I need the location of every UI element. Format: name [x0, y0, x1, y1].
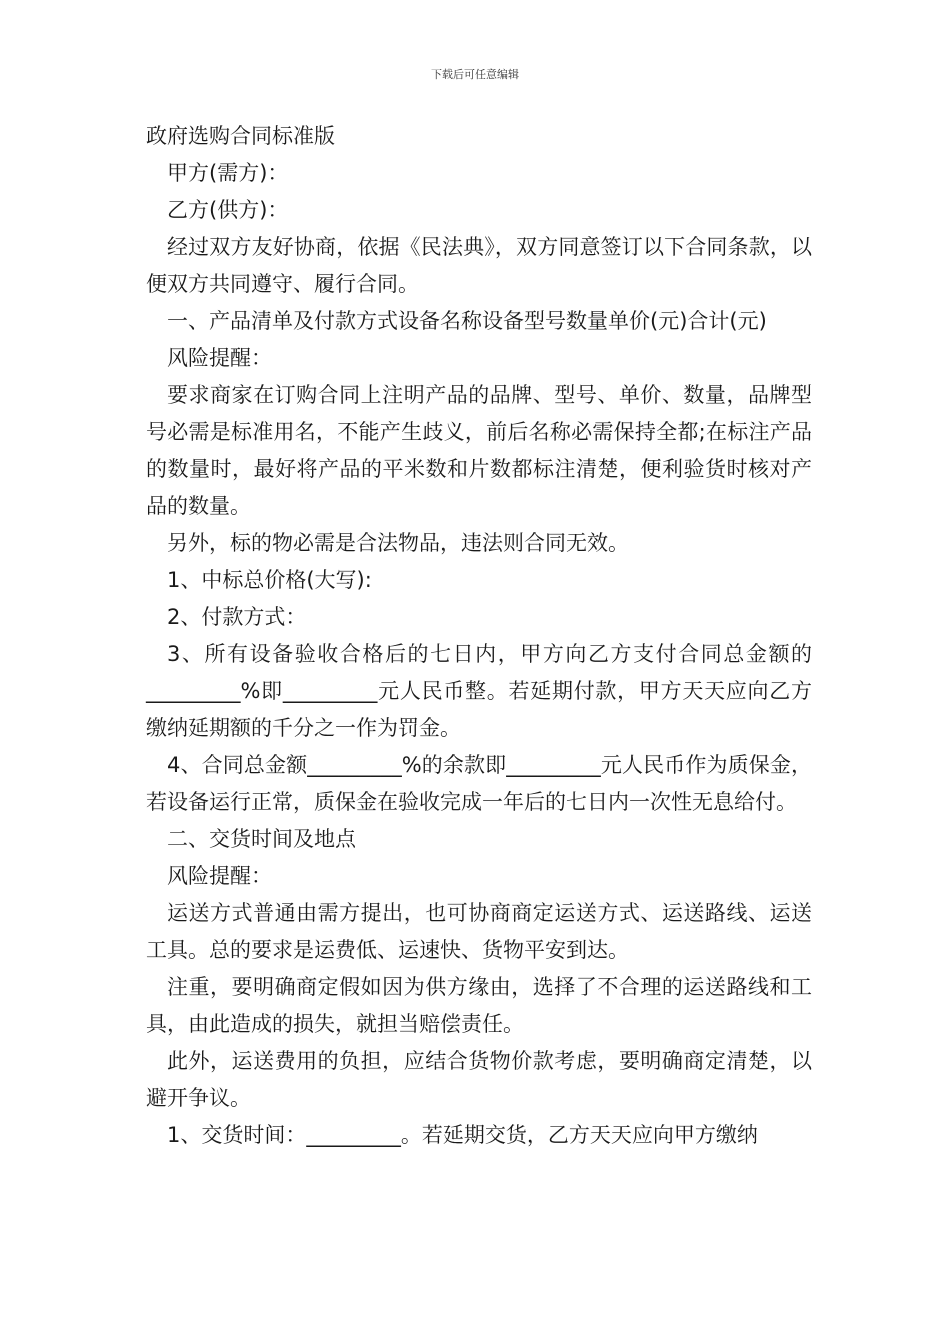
- clause-2-payment-method: 2、付款方式：: [167, 605, 307, 629]
- party-b-line: 乙方(供方)：: [167, 198, 289, 222]
- section-1-heading: 一、产品清单及付款方式设备名称设备型号数量单价(元)合计(元): [167, 309, 767, 333]
- product-spec-paragraph: 要求商家在订购合同上注明产品的品牌、型号、单价、数量，品牌型号必需是标准用名，不能产生歧义，前后名称必需保持全都;在标注产品的数量时，最好将产品的平米数和片数都标注清楚，便利验货时核对产品的数量。: [146, 383, 812, 518]
- transport-paragraph: 运送方式普通由需方提出，也可协商商定运送方式、运送路线、运送工具。总的要求是运费低、运速快、货物平安到达。: [146, 901, 812, 962]
- risk-reminder-label-2: 风险提醒：: [167, 864, 272, 888]
- risk-reminder-label: 风险提醒：: [167, 346, 272, 370]
- header-note: 下载后可任意编辑: [431, 68, 519, 81]
- cost-paragraph: 此外，运送费用的负担，应结合货物价款考虑，要明确商定清楚，以避开争议。: [146, 1049, 812, 1110]
- attention-paragraph: 注重，要明确商定假如因为供方缘由，选择了不合理的运送路线和工具，由此造成的损失，就担当赔偿责任。: [146, 975, 812, 1036]
- document-body: [146, 118, 812, 1154]
- clause-3-payment: 3、所有设备验收合格后的七日内，甲方向乙方支付合同总金额的_________%即_________元人民币整。若延期付款，甲方天天应向乙方缴纳延期额的千分之一作为罚金。: [146, 642, 812, 740]
- document-title: 政府选购合同标准版: [146, 124, 335, 148]
- section-2-heading: 二、交货时间及地点: [167, 827, 356, 851]
- party-a-line: 甲方(需方)：: [167, 161, 289, 185]
- clause-1-total-price: 1、中标总价格(大写):: [167, 568, 372, 592]
- legal-goods-paragraph: 另外，标的物必需是合法物品，违法则合同无效。: [167, 531, 629, 555]
- delivery-time-clause: 1、交货时间：_________。若延期交货，乙方天天应向甲方缴纳: [167, 1123, 758, 1147]
- preamble-paragraph: 经过双方友好协商，依据《民法典》，双方同意签订以下合同条款，以便双方共同遵守、履行合同。: [146, 235, 812, 296]
- clause-4-warranty: 4、合同总金额_________%的余款即_________元人民币作为质保金，若设备运行正常，质保金在验收完成一年后的七日内一次性无息给付。: [146, 753, 812, 814]
